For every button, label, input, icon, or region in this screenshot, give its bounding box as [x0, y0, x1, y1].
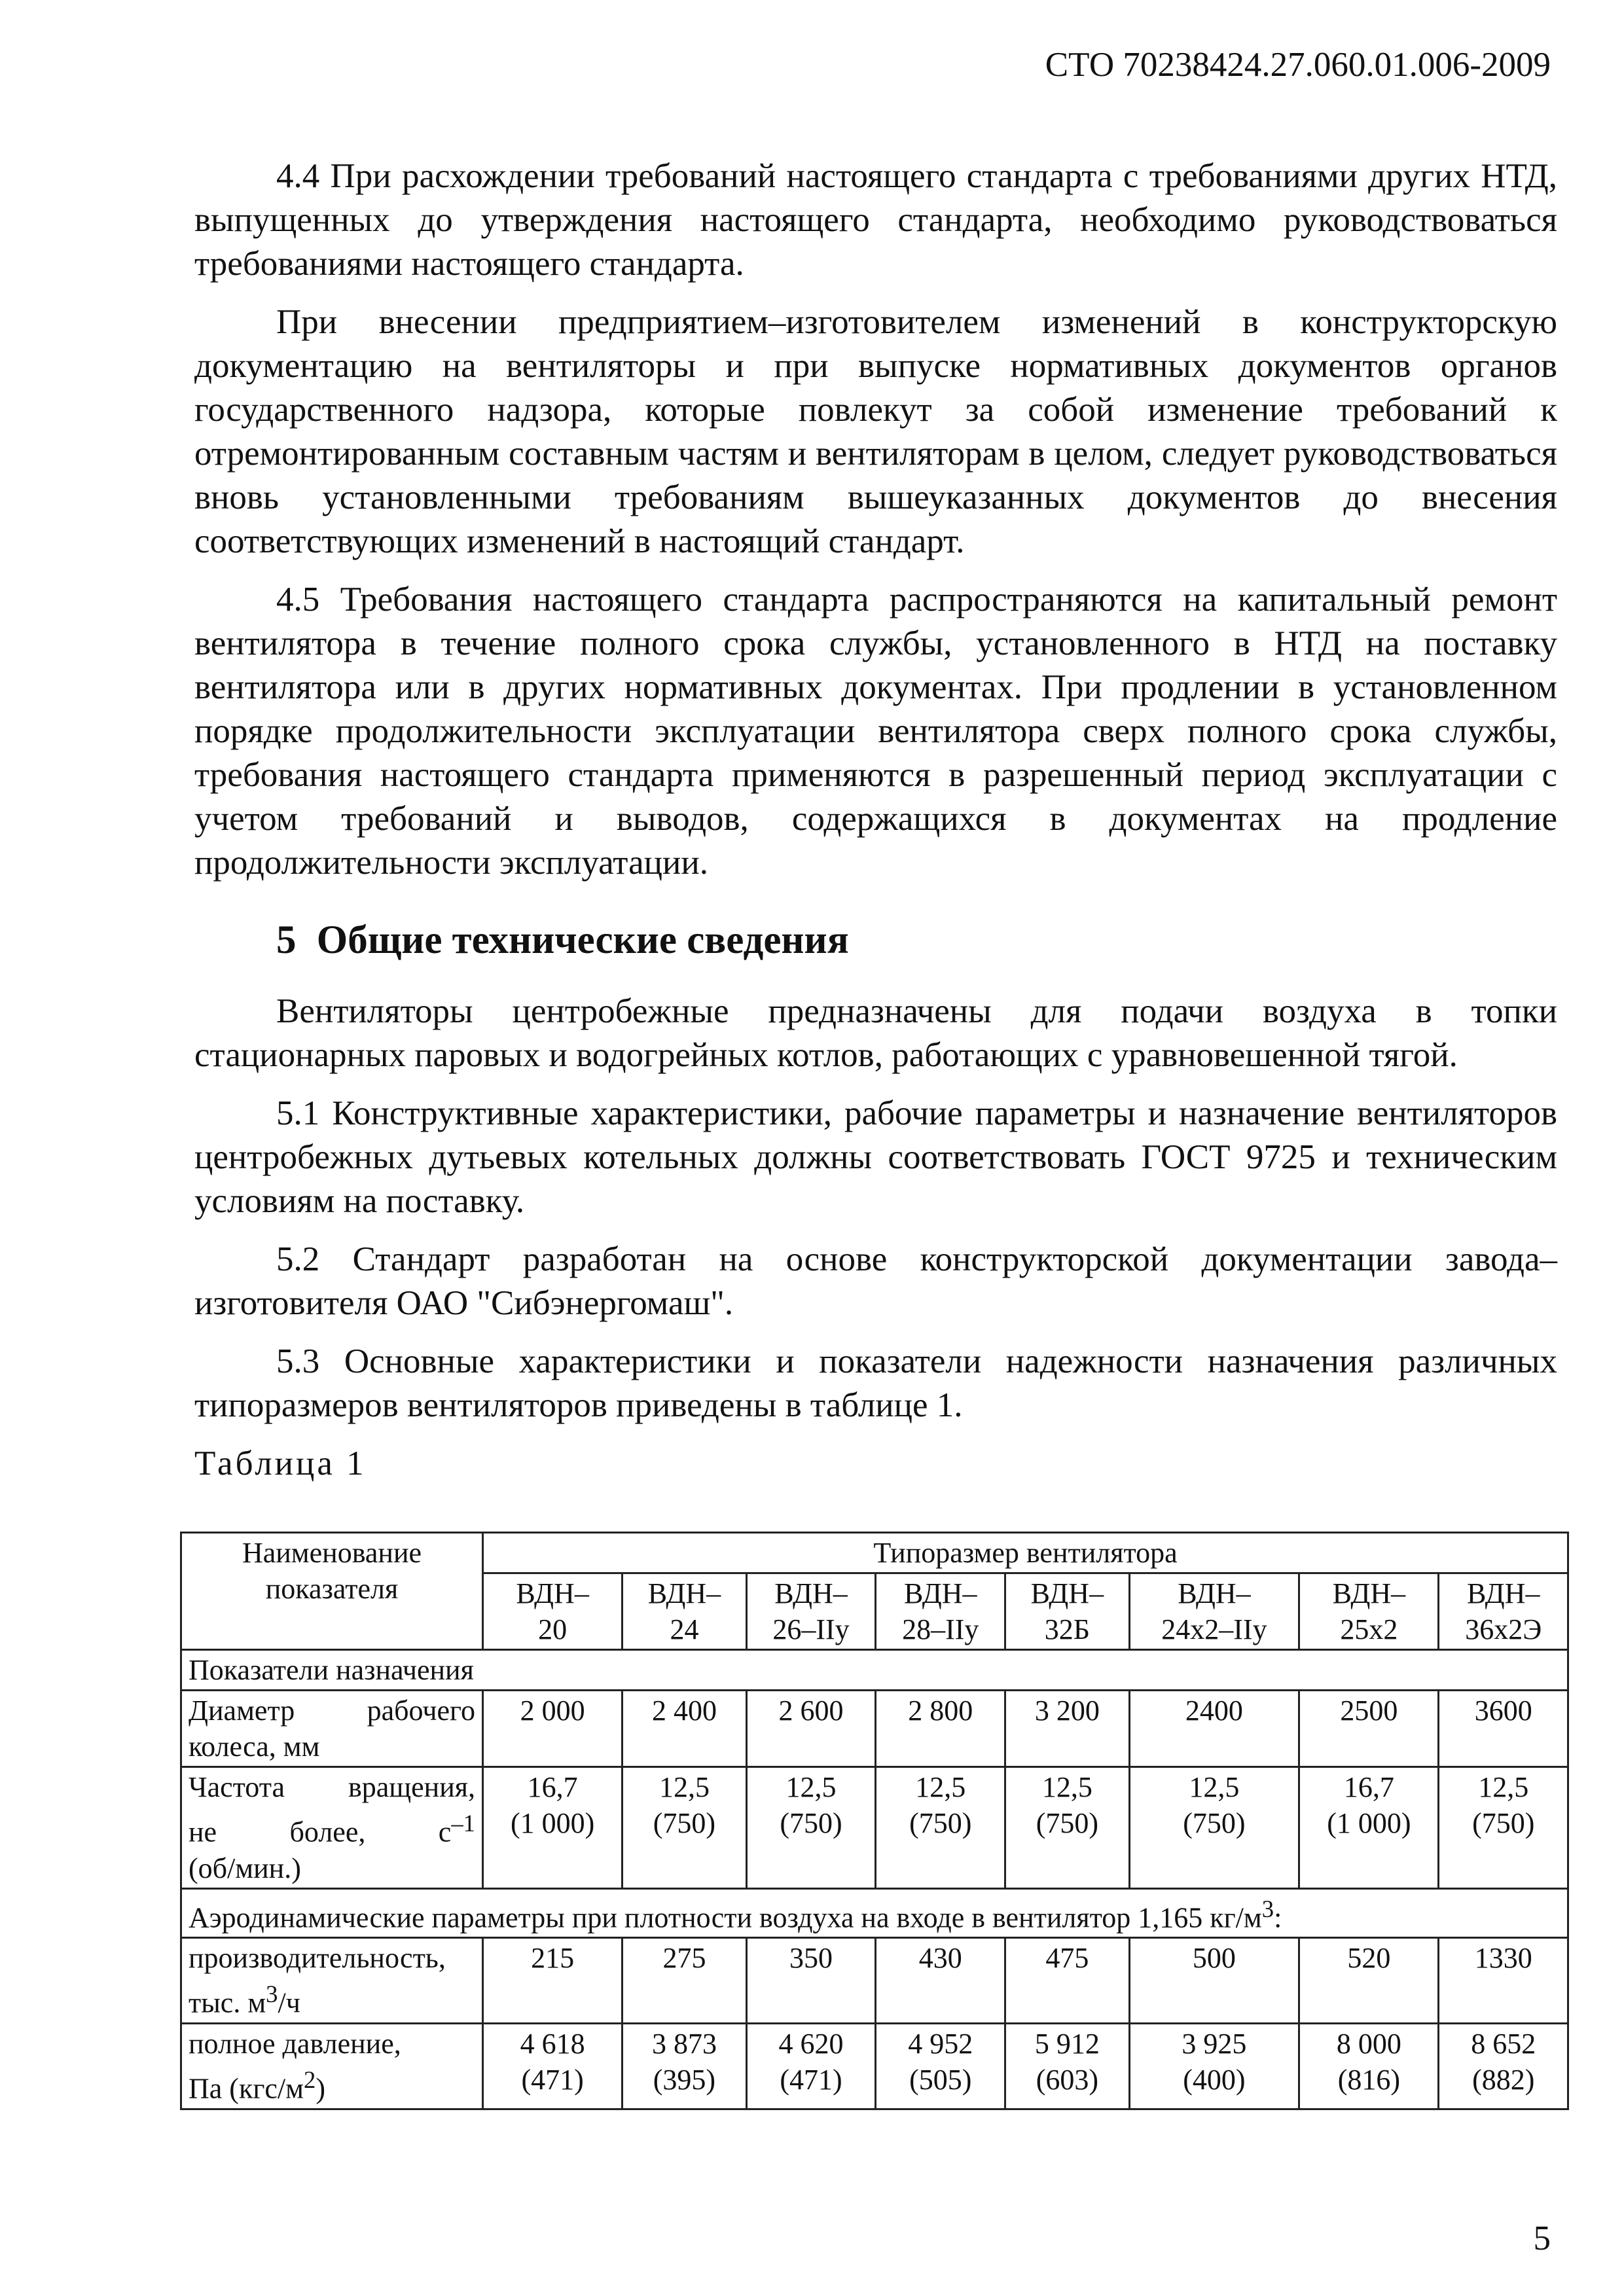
- row-label-line: (об/мин.): [189, 1852, 301, 1884]
- cell-value-alt: (750): [653, 1807, 716, 1839]
- paragraph-4-5: 4.5 Требования настоящего стандарта распространяются на капитальный ремонт вентилятора в течение полного срока службы, установленного в НТД на поставку вентилятора или в других нормативных документах. При продлении в установленном порядке продолжительности эксплуатации вентилятора сверх полного срока службы, требования настоящего стандарта применяются в разрешенный период эксплуатации с учетом требований и выводов, содержащихся в документах на продление продолжительности эксплуатации.: [194, 581, 1557, 882]
- column-header: [1005, 1573, 1129, 1650]
- cell-value-alt: (471): [780, 2063, 842, 2096]
- row-label-line: [189, 2062, 475, 2107]
- cell-value-alt: (750): [1036, 1807, 1098, 1839]
- table-cell: [1129, 1767, 1299, 1889]
- paragraph-4-4: 4.4 При расхождении требований настоящего стандарта с требованиями других НТД, выпущенных до утверждения настоящего стандарта, необходимо руководствоваться требованиями настоящего стандарта.: [194, 157, 1557, 283]
- table-row: [181, 2023, 1568, 2109]
- cell-value: 12,5: [785, 1771, 837, 1803]
- table-header-row: [181, 1533, 1568, 1573]
- column-header-line2: 24: [670, 1613, 699, 1645]
- cell-value: 4 952: [908, 2027, 973, 2060]
- section-heading: [276, 918, 1557, 963]
- row-label-line: колеса, мм: [189, 1731, 320, 1763]
- cell-value: 8 652: [1471, 2027, 1536, 2060]
- table-cell: 2 800: [876, 1691, 1005, 1767]
- table-cell: [876, 1767, 1005, 1889]
- row-label-superscript: –1: [451, 1810, 475, 1837]
- cell-value-alt: (1 000): [510, 1807, 595, 1839]
- paragraph-changes: При внесении предприятием–изготовителем изменений в конструкторскую документацию на вентиляторы и при выпуске нормативных документов органов государственного надзора, которые повлекут за собой изменение требований к отремонтированным составным частям и вентиляторам в целом, следует руководствоваться вновь установленными требованиям вышеуказанных документов до внесения соответствующих изменений в настоящий стандарт.: [194, 303, 1557, 560]
- cell-value-alt: (395): [653, 2063, 716, 2096]
- table-cell: [623, 1767, 746, 1889]
- cell-value: 12,5: [1189, 1771, 1240, 1803]
- table-row: [181, 1691, 1568, 1767]
- cell-value-alt: (603): [1036, 2063, 1098, 2096]
- row-label-text: тыс. м: [189, 1986, 266, 2019]
- cell-value: 12,5: [915, 1771, 966, 1803]
- table-row: [181, 1767, 1568, 1889]
- row-label-superscript: 2: [303, 2066, 316, 2093]
- table-cell: 350: [746, 1938, 876, 2024]
- column-header: [1439, 1573, 1568, 1650]
- table-cell: [746, 2023, 876, 2109]
- paragraph-intro: Вентиляторы центробежные предназначены для подачи воздуха в топки стационарных паровых и водогрейных котлов, работающих с уравновешенной тягой.: [194, 992, 1557, 1074]
- cell-value: 5 912: [1034, 2027, 1100, 2060]
- table-cell: [1299, 2023, 1439, 2109]
- cell-value: 12,5: [659, 1771, 710, 1803]
- row-label-line: Диаметр рабочего: [189, 1695, 475, 1727]
- column-header-line2: 25х2: [1340, 1613, 1398, 1645]
- table-cell: 500: [1129, 1938, 1299, 2024]
- group-row-purpose: [181, 1650, 1568, 1691]
- column-header: [1299, 1573, 1439, 1650]
- column-header: [746, 1573, 876, 1650]
- column-header-line1: ВДН–: [1030, 1577, 1104, 1609]
- column-header-line2: 36х2Э: [1465, 1613, 1542, 1645]
- table-cell: [1439, 1767, 1568, 1889]
- table-cell: 3 200: [1005, 1691, 1129, 1767]
- paragraph-5-3: 5.3 Основные характеристики и показатели надежности назначения различных типоразмеров вентиляторов приведены в таблице 1.: [194, 1342, 1557, 1424]
- body-text: [194, 154, 1557, 1498]
- section-title: Общие технические сведения: [316, 918, 849, 962]
- column-header-line1: ВДН–: [774, 1577, 848, 1609]
- aero-params-label: [181, 1888, 1568, 1938]
- cell-value-alt: (750): [909, 1807, 972, 1839]
- header-size-group: Типоразмер вентилятора: [483, 1533, 1568, 1573]
- table-cell: 3600: [1439, 1691, 1568, 1767]
- cell-value-alt: (882): [1472, 2063, 1535, 2096]
- cell-value-alt: (750): [780, 1807, 842, 1839]
- document-code: СТО 70238424.27.060.01.006-2009: [1045, 46, 1551, 84]
- column-header-line2: 24х2–IIу: [1161, 1613, 1267, 1645]
- table-cell: 275: [623, 1938, 746, 2024]
- table-caption: Таблица 1: [194, 1444, 367, 1482]
- row-label-pressure: [181, 2023, 483, 2109]
- column-header-line1: ВДН–: [1332, 1577, 1406, 1609]
- row-label-diameter: [181, 1691, 483, 1767]
- cell-value-alt: (505): [909, 2063, 972, 2096]
- cell-value: 16,7: [1343, 1771, 1394, 1803]
- table-cell: [483, 2023, 623, 2109]
- row-label-text: Па (кгс/м: [189, 2072, 304, 2105]
- table-cell: [1005, 2023, 1129, 2109]
- row-label-text: не более, с: [189, 1816, 452, 1848]
- cell-value-alt: (816): [1337, 2063, 1401, 2096]
- row-label-line: производительность,: [189, 1942, 446, 1975]
- table-cell: 1330: [1439, 1938, 1568, 2024]
- table-cell: 475: [1005, 1938, 1129, 2024]
- paragraph-5-2: 5.2 Стандарт разработан на основе конструкторской документации завода–изготовителя ОАО "Сибэнергомаш".: [194, 1240, 1557, 1322]
- table-cell: 215: [483, 1938, 623, 2024]
- cell-value-alt: (750): [1183, 1807, 1246, 1839]
- header-parameter-name: [181, 1533, 483, 1650]
- column-header-line2: 26–IIу: [772, 1613, 850, 1645]
- paragraph-5-1: 5.1 Конструктивные характеристики, рабочие параметры и назначение вентиляторов центробежных дутьевых котельных должны соответствовать ГОСТ 9725 и техническим условиям на поставку.: [194, 1094, 1557, 1220]
- column-header-line1: ВДН–: [1467, 1577, 1540, 1609]
- aero-params-colon: :: [1274, 1901, 1282, 1934]
- table-cell: 430: [876, 1938, 1005, 2024]
- table-cell: 2 000: [483, 1691, 623, 1767]
- column-header-line2: 28–IIу: [902, 1613, 979, 1645]
- column-header-line2: 20: [538, 1613, 568, 1645]
- row-label-superscript: 3: [266, 1981, 278, 2008]
- cell-value-alt: (471): [521, 2063, 584, 2096]
- header-parameter-label: Наименование показателя: [242, 1537, 422, 1605]
- column-header-line1: ВДН–: [516, 1577, 589, 1609]
- page-number: 5: [1533, 2219, 1551, 2257]
- column-header: [483, 1573, 623, 1650]
- group-label: Показатели назначения: [181, 1650, 1568, 1691]
- table-row: [181, 1938, 1568, 2024]
- section-number: 5: [276, 918, 297, 962]
- table-cell: [623, 2023, 746, 2109]
- row-label-line: полное давление,: [189, 2027, 401, 2060]
- column-header-line1: ВДН–: [647, 1577, 721, 1609]
- specs-table: [180, 1532, 1569, 2110]
- aero-params-row: [181, 1888, 1568, 1938]
- table-cell: 2 600: [746, 1691, 876, 1767]
- cell-value: 12,5: [1041, 1771, 1092, 1803]
- aero-params-text: Аэродинамические параметры при плотности воздуха на входе в вентилятор 1,165 кг/м: [189, 1901, 1262, 1934]
- row-label-capacity: [181, 1938, 483, 2024]
- row-label-speed: [181, 1767, 483, 1889]
- column-header-line1: ВДН–: [1178, 1577, 1251, 1609]
- row-label-line: [189, 1976, 475, 2021]
- table-cell: 2500: [1299, 1691, 1439, 1767]
- aero-params-superscript: 3: [1261, 1895, 1274, 1922]
- row-label-line: Частота вращения,: [189, 1771, 475, 1803]
- table-cell: 520: [1299, 1938, 1439, 2024]
- cell-value-alt: (400): [1183, 2063, 1246, 2096]
- column-header: [623, 1573, 746, 1650]
- table-cell: [1439, 2023, 1568, 2109]
- table-cell: [746, 1767, 876, 1889]
- table-cell: 2400: [1129, 1691, 1299, 1767]
- table-cell: [1129, 2023, 1299, 2109]
- cell-value: 8 000: [1336, 2027, 1401, 2060]
- cell-value: 3 873: [651, 2027, 717, 2060]
- table-cell: [1299, 1767, 1439, 1889]
- row-label-text: ): [316, 2072, 325, 2105]
- cell-value: 12,5: [1478, 1771, 1529, 1803]
- cell-value-alt: (750): [1472, 1807, 1535, 1839]
- column-header-line1: ВДН–: [904, 1577, 977, 1609]
- cell-value: 4 618: [520, 2027, 585, 2060]
- cell-value: 4 620: [778, 2027, 844, 2060]
- row-label-text: /ч: [278, 1986, 300, 2019]
- cell-value: 16,7: [527, 1771, 578, 1803]
- cell-value: 3 925: [1182, 2027, 1247, 2060]
- table-cell: [483, 1767, 623, 1889]
- row-label-line: [189, 1805, 475, 1850]
- column-header-line2: 32Б: [1044, 1613, 1090, 1645]
- table-cell: [876, 2023, 1005, 2109]
- cell-value-alt: (1 000): [1327, 1807, 1411, 1839]
- column-header: [876, 1573, 1005, 1650]
- column-header: [1129, 1573, 1299, 1650]
- table-cell: [1005, 1767, 1129, 1889]
- table-cell: 2 400: [623, 1691, 746, 1767]
